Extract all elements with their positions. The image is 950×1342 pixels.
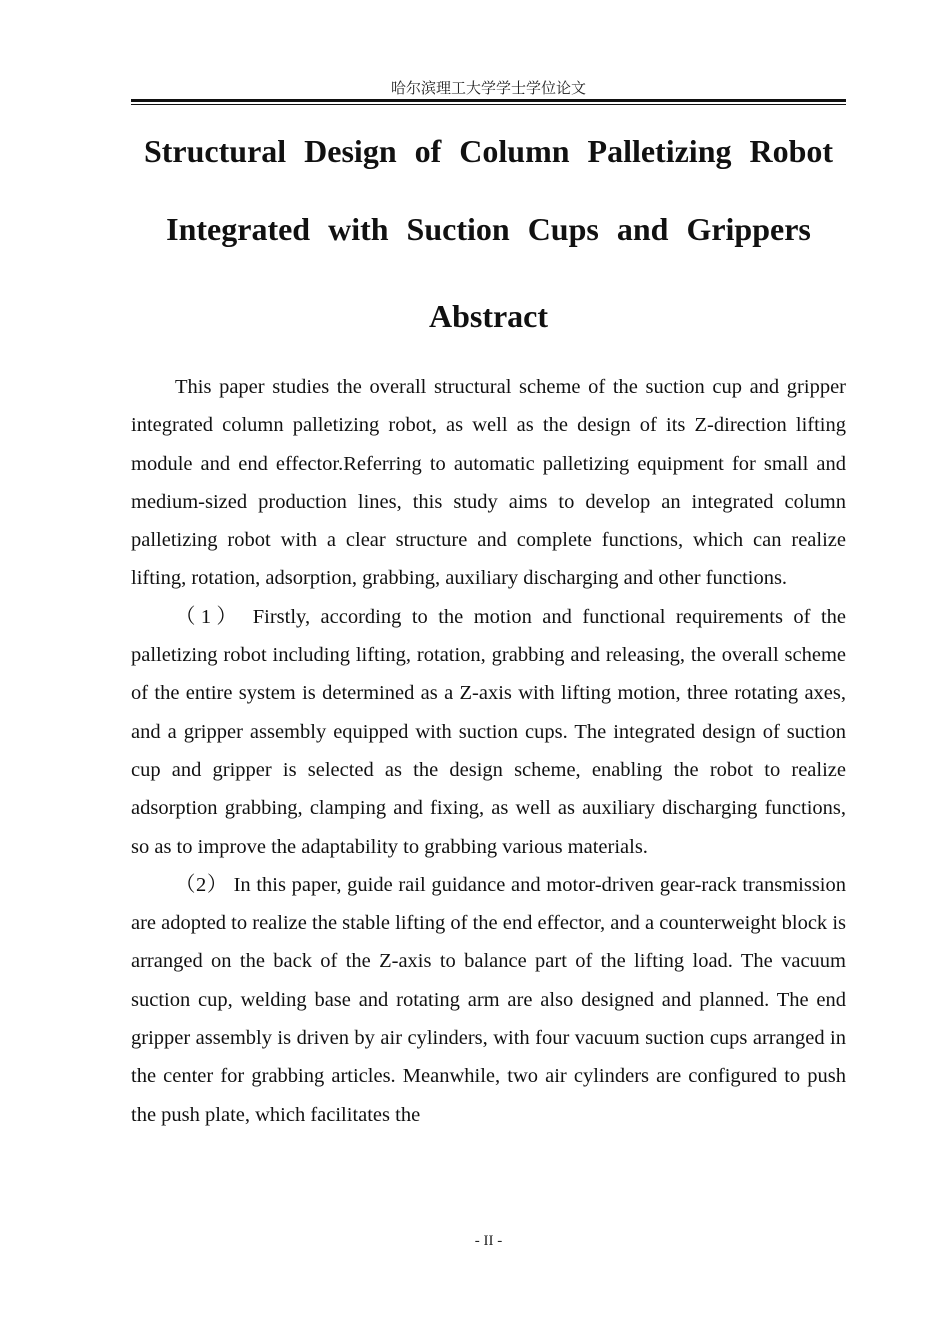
abstract-paragraph-3: （2） In this paper, guide rail guidance and motor-driven gear-rack transmission are adopted to realize the stable lifting of the end effector, and a counterweight block is arranged on the back of the Z-axis to balance part of the lifting load. The vacuum suction cup, welding base and rotating arm are also designed and planned. The end gripper assembly is driven by air cylinders, with four vacuum suction cups arranged in the center for grabbing articles. Meanwhile, two air cylinders are configured to push the push plate, which facilitates the — [131, 873, 846, 1126]
thesis-title-line-1: Structural Design of Column Palletizing Robot — [143, 133, 834, 169]
thesis-title-line-2: Integrated with Suction Cups and Grippers — [166, 211, 811, 247]
abstract-body — [131, 368, 846, 1134]
running-header: 哈尔滨理工大学学士学位论文 — [390, 79, 586, 97]
abstract-heading: Abstract — [428, 298, 549, 334]
page-number: - II - — [474, 1233, 503, 1249]
abstract-paragraph-1: This paper studies the overall structural scheme of the suction cup and gripper integrated column palletizing robot, as well as the design of its Z-direction lifting module and end effector.Referring to automatic palletizing equipment for small and medium-sized production lines, this study aims to develop an integrated column palletizing robot with a clear structure and complete functions, which can realize lifting, rotation, adsorption, grabbing, auxiliary discharging and other functions. — [131, 376, 846, 590]
header-rule-thin — [131, 104, 846, 105]
header-rule-thick — [131, 99, 846, 102]
thesis-title — [131, 126, 846, 282]
abstract-paragraph-2: （1） Firstly, according to the motion and functional requirements of the palletizing robot including lifting, rotation, grabbing and releasing, the overall scheme of the entire system is determined as a Z-axis with lifting motion, three rotating axes, and a gripper assembly equipped with suction cups. The integrated design of suction cup and gripper is selected as the design scheme, enabling the robot to realize adsorption grabbing, clamping and fixing, as well as auxiliary discharging functions, so as to improve the adaptability to grabbing various materials. — [131, 605, 846, 858]
